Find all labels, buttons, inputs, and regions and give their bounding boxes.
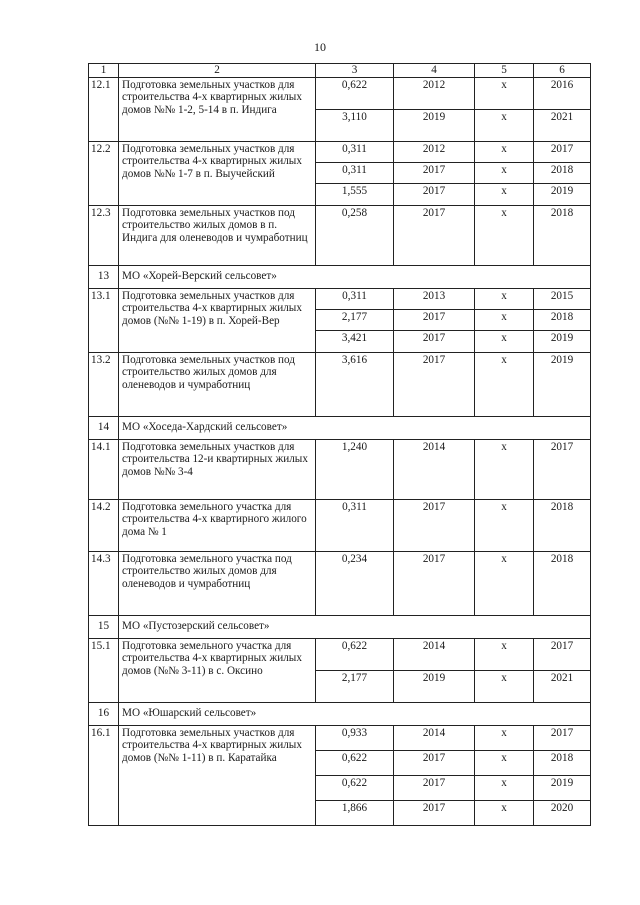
value-cell: 0,311 — [316, 162, 394, 183]
start-year-cell: 2017 — [394, 750, 475, 775]
row-number: 15.1 — [89, 638, 119, 702]
value-cell: 3,616 — [316, 352, 394, 416]
end-year-cell: 2018 — [534, 551, 591, 615]
row-number: 12.3 — [89, 205, 119, 265]
row-number: 16.1 — [89, 725, 119, 825]
end-year-cell: 2017 — [534, 638, 591, 670]
end-year-cell: 2021 — [534, 109, 591, 141]
table-body — [89, 64, 591, 826]
section-row — [89, 615, 591, 638]
end-year-cell: 2016 — [534, 77, 591, 109]
marker-cell: х — [475, 205, 534, 265]
item-description: Подготовка земельных участков для строительства 4-х квартирных жилых домов №№ 1-2, 5-14 в п. Индига — [119, 77, 316, 141]
start-year-cell: 2017 — [394, 499, 475, 551]
end-year-cell: 2018 — [534, 750, 591, 775]
marker-cell: х — [475, 309, 534, 330]
table-row — [89, 288, 591, 309]
item-description: Подготовка земельных участков для строительства 4-х квартирных жилых домов (№№ 1-11) в п. Каратайка — [119, 725, 316, 825]
start-year-cell: 2017 — [394, 551, 475, 615]
value-cell: 2,177 — [316, 309, 394, 330]
start-year-cell: 2019 — [394, 670, 475, 702]
table-row — [89, 439, 591, 499]
start-year-cell: 2017 — [394, 330, 475, 352]
row-number: 16 — [89, 702, 119, 725]
section-row — [89, 416, 591, 439]
marker-cell: х — [475, 800, 534, 825]
section-label: МО «Юшарский сельсовет» — [119, 702, 591, 725]
row-number: 12.1 — [89, 77, 119, 141]
marker-cell: х — [475, 183, 534, 205]
start-year-cell: 2013 — [394, 288, 475, 309]
value-cell: 3,421 — [316, 330, 394, 352]
start-year-cell: 2014 — [394, 638, 475, 670]
start-year-cell: 2017 — [394, 352, 475, 416]
column-header: 6 — [534, 64, 591, 78]
row-number: 14.3 — [89, 551, 119, 615]
page-number: 10 — [314, 40, 326, 54]
item-description: Подготовка земельных участков для строительства 4-х квартирных жилых домов №№ 1-7 в п. Выучейский — [119, 141, 316, 205]
end-year-cell: 2019 — [534, 183, 591, 205]
table-row — [89, 551, 591, 615]
table-row — [89, 638, 591, 670]
marker-cell: х — [475, 330, 534, 352]
end-year-cell: 2018 — [534, 309, 591, 330]
marker-cell: х — [475, 439, 534, 499]
value-cell: 0,311 — [316, 288, 394, 309]
marker-cell: х — [475, 638, 534, 670]
column-header: 5 — [475, 64, 534, 78]
row-number: 14.1 — [89, 439, 119, 499]
table-row — [89, 141, 591, 162]
value-cell: 0,622 — [316, 750, 394, 775]
value-cell: 1,866 — [316, 800, 394, 825]
item-description: Подготовка земельных участков для строительства 12-и квартирных жилых домов №№ 3-4 — [119, 439, 316, 499]
end-year-cell: 2019 — [534, 352, 591, 416]
section-label: МО «Пустозерский сельсовет» — [119, 615, 591, 638]
value-cell: 0,622 — [316, 638, 394, 670]
end-year-cell: 2019 — [534, 330, 591, 352]
marker-cell: х — [475, 162, 534, 183]
value-cell: 0,622 — [316, 77, 394, 109]
row-number: 13 — [89, 265, 119, 288]
section-label: МО «Хорей-Верский сельсовет» — [119, 265, 591, 288]
end-year-cell: 2017 — [534, 725, 591, 750]
data-table — [88, 63, 591, 826]
value-cell: 0,258 — [316, 205, 394, 265]
end-year-cell: 2020 — [534, 800, 591, 825]
end-year-cell: 2018 — [534, 499, 591, 551]
start-year-cell: 2017 — [394, 162, 475, 183]
value-cell: 0,311 — [316, 499, 394, 551]
table-row — [89, 205, 591, 265]
end-year-cell: 2017 — [534, 439, 591, 499]
end-year-cell: 2018 — [534, 162, 591, 183]
marker-cell: х — [475, 141, 534, 162]
marker-cell: х — [475, 725, 534, 750]
start-year-cell: 2017 — [394, 183, 475, 205]
value-cell: 0,311 — [316, 141, 394, 162]
value-cell: 1,555 — [316, 183, 394, 205]
end-year-cell: 2018 — [534, 205, 591, 265]
item-description: Подготовка земельного участка для строительства 4-х квартирного жилого дома № 1 — [119, 499, 316, 551]
item-description: Подготовка земельного участка под строительство жилых домов для оленеводов и чумработниц — [119, 551, 316, 615]
column-header: 2 — [119, 64, 316, 78]
header-row — [89, 64, 591, 78]
section-row — [89, 265, 591, 288]
value-cell: 2,177 — [316, 670, 394, 702]
table-row — [89, 499, 591, 551]
marker-cell: х — [475, 288, 534, 309]
table-row — [89, 352, 591, 416]
marker-cell: х — [475, 750, 534, 775]
value-cell: 0,933 — [316, 725, 394, 750]
section-label: МО «Хоседа-Хардский сельсовет» — [119, 416, 591, 439]
end-year-cell: 2017 — [534, 141, 591, 162]
item-description: Подготовка земельных участков для строительства 4-х квартирных жилых домов (№№ 1-19) в п. Хорей-Вер — [119, 288, 316, 352]
column-header: 3 — [316, 64, 394, 78]
marker-cell: х — [475, 352, 534, 416]
table-row — [89, 725, 591, 750]
start-year-cell: 2012 — [394, 141, 475, 162]
table-row — [89, 77, 591, 109]
row-number: 14 — [89, 416, 119, 439]
value-cell: 1,240 — [316, 439, 394, 499]
marker-cell: х — [475, 499, 534, 551]
value-cell: 0,234 — [316, 551, 394, 615]
start-year-cell: 2017 — [394, 309, 475, 330]
row-number: 12.2 — [89, 141, 119, 205]
column-header: 1 — [89, 64, 119, 78]
value-cell: 0,622 — [316, 775, 394, 800]
marker-cell: х — [475, 775, 534, 800]
end-year-cell: 2021 — [534, 670, 591, 702]
end-year-cell: 2019 — [534, 775, 591, 800]
row-number: 14.2 — [89, 499, 119, 551]
section-row — [89, 702, 591, 725]
marker-cell: х — [475, 551, 534, 615]
item-description: Подготовка земельных участков под строительство жилых домов в п. Индига для оленеводов и чумработниц — [119, 205, 316, 265]
end-year-cell: 2015 — [534, 288, 591, 309]
item-description: Подготовка земельных участков под строительство жилых домов для оленеводов и чумработниц — [119, 352, 316, 416]
start-year-cell: 2017 — [394, 800, 475, 825]
start-year-cell: 2014 — [394, 439, 475, 499]
start-year-cell: 2014 — [394, 725, 475, 750]
start-year-cell: 2019 — [394, 109, 475, 141]
column-header: 4 — [394, 64, 475, 78]
value-cell: 3,110 — [316, 109, 394, 141]
marker-cell: х — [475, 109, 534, 141]
row-number: 15 — [89, 615, 119, 638]
row-number: 13.1 — [89, 288, 119, 352]
start-year-cell: 2012 — [394, 77, 475, 109]
item-description: Подготовка земельного участка для строительства 4-х квартирных жилых домов (№№ 3-11) в с. Оксино — [119, 638, 316, 702]
start-year-cell: 2017 — [394, 205, 475, 265]
start-year-cell: 2017 — [394, 775, 475, 800]
marker-cell: х — [475, 77, 534, 109]
marker-cell: х — [475, 670, 534, 702]
row-number: 13.2 — [89, 352, 119, 416]
